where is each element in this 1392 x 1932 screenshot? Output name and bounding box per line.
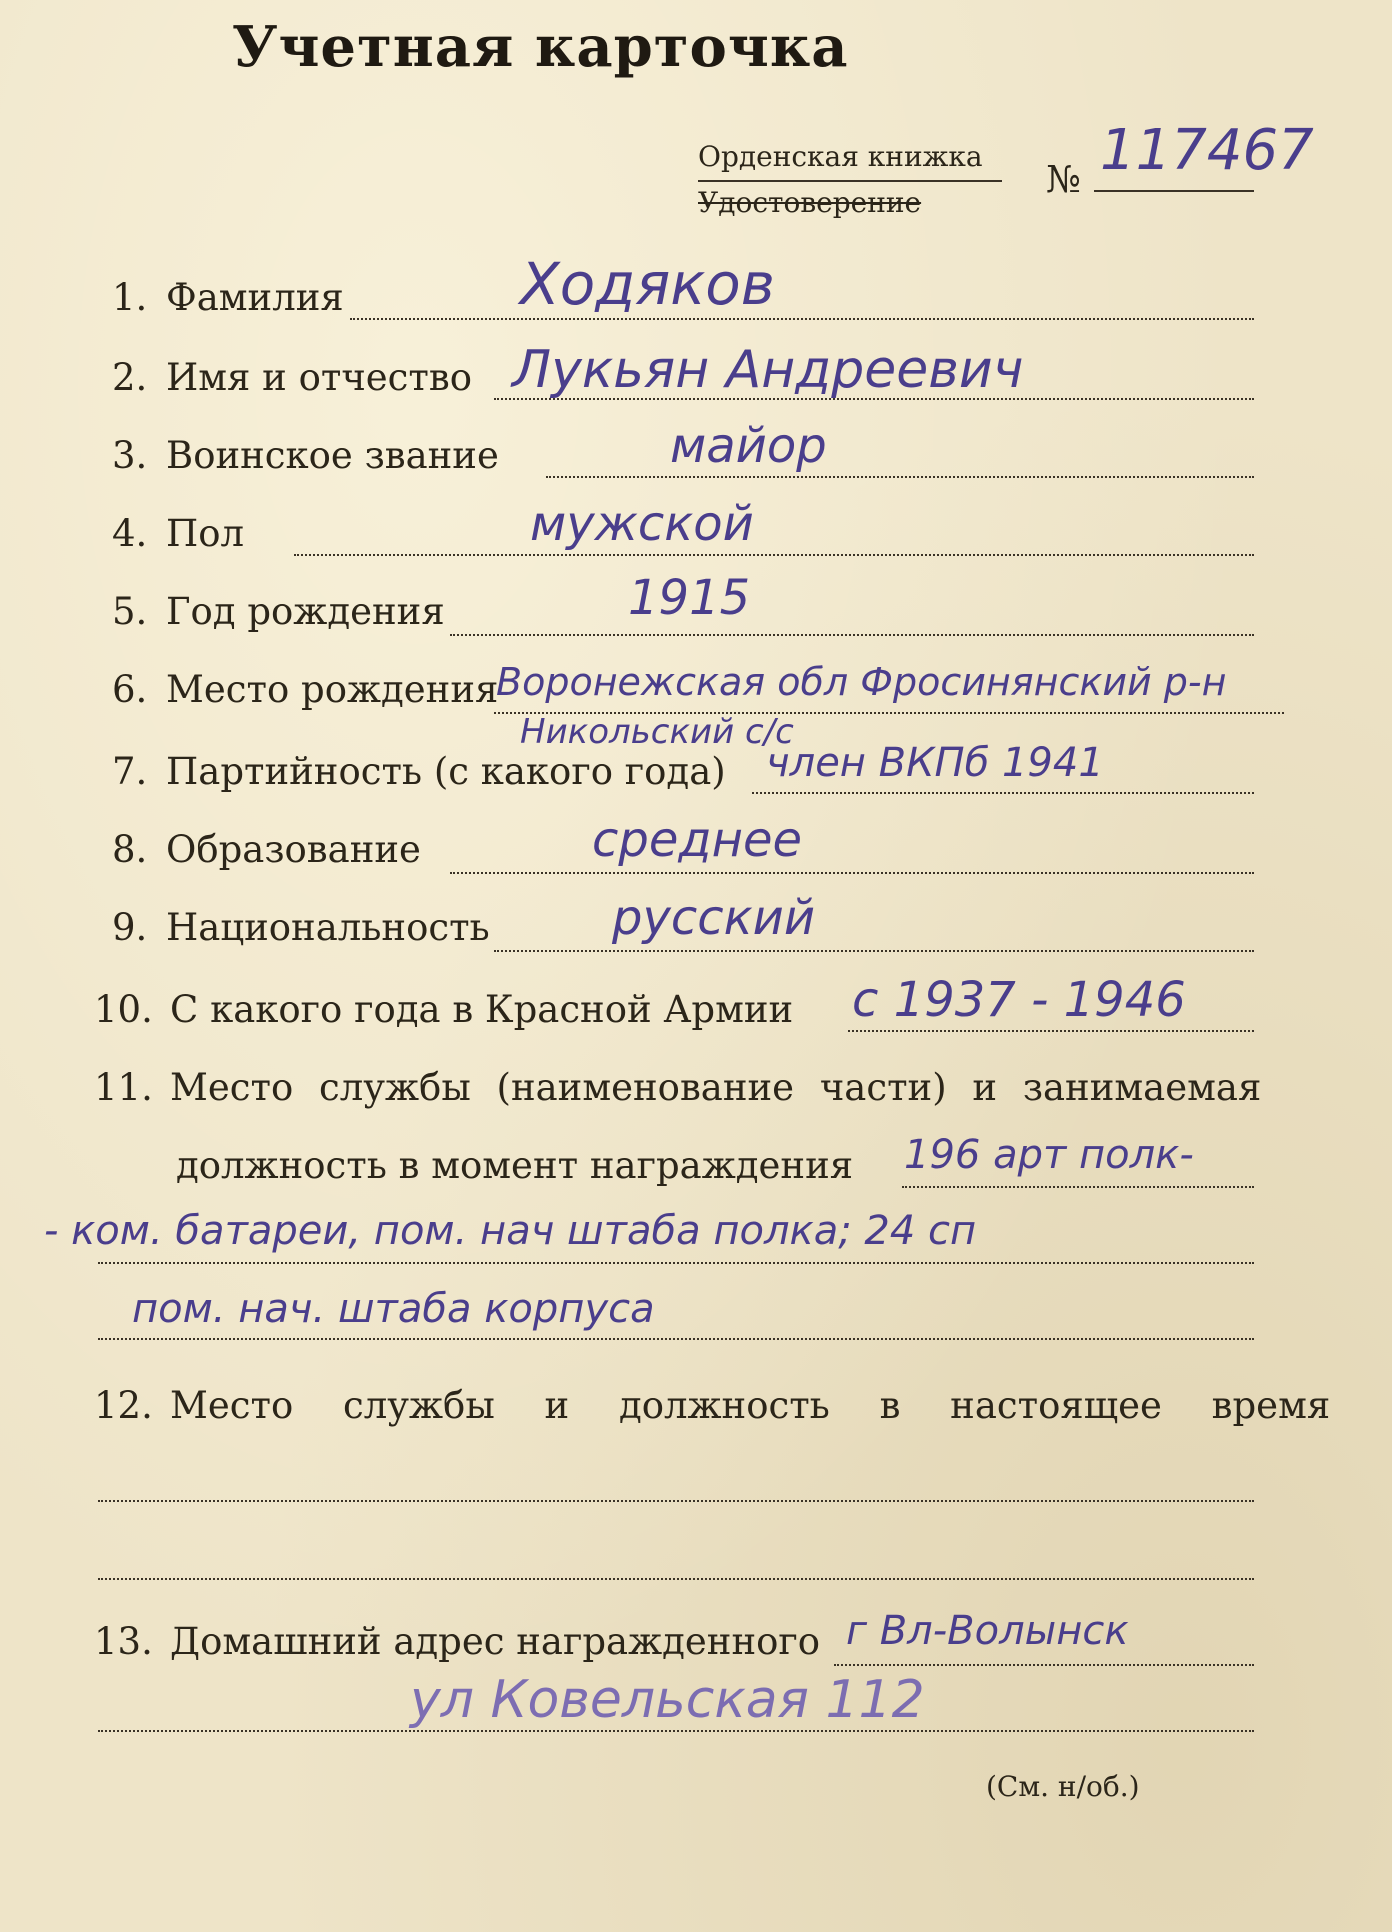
field-9-line (494, 950, 1254, 952)
field-10-line (848, 1030, 1254, 1032)
field-1-number: 1. (112, 276, 148, 319)
field-8-number: 8. (112, 828, 148, 871)
field-8-value: среднее (592, 812, 803, 868)
field-1-label: Фамилия (166, 276, 344, 319)
field-3-value: майор (670, 418, 827, 474)
field-10-value: с 1937 - 1946 (852, 972, 1186, 1028)
certificate-label: Удостоверение (698, 186, 922, 219)
field-5-line (450, 634, 1254, 636)
field-11-line-3 (98, 1338, 1254, 1340)
field-8-label: Образование (166, 828, 421, 871)
field-11-value: 196 арт полк- (904, 1132, 1194, 1178)
field-9-number: 9. (112, 906, 148, 949)
field-2-number: 2. (112, 356, 148, 399)
field-1-line (350, 318, 1254, 320)
field-11-value-line-3: пом. нач. штаба корпуса (132, 1286, 655, 1332)
field-6-value: Воронежская обл Фросинянский р-н (496, 660, 1227, 704)
field-2-value: Лукьян Андреевич (512, 340, 1024, 400)
field-7-value: член ВКПб 1941 (766, 740, 1104, 786)
field-3-label: Воинское звание (166, 434, 499, 477)
field-3-line (546, 476, 1254, 478)
field-12-number: 12. (94, 1384, 153, 1427)
field-12-label: Место службы и должность в настоящее время (170, 1384, 1331, 1427)
field-11-label-line-2: должность в момент награждения (176, 1144, 854, 1187)
field-4-label: Пол (166, 512, 245, 555)
field-13-line-1 (834, 1664, 1254, 1666)
field-1-value: Ходяков (520, 250, 775, 318)
field-6-number: 6. (112, 668, 148, 711)
field-6-value-line-2: Никольский с/с (520, 712, 794, 752)
order-book-number: 117467 (1100, 118, 1314, 183)
field-6-label: Место рождения (166, 668, 499, 711)
field-3-number: 3. (112, 434, 148, 477)
field-8-line (450, 872, 1254, 874)
field-10-number: 10. (94, 988, 153, 1031)
field-7-number: 7. (112, 750, 148, 793)
field-13-value-line-2: ул Ковельская 112 (410, 1670, 925, 1730)
field-4-number: 4. (112, 512, 148, 555)
field-10-label: С какого года в Красной Армии (170, 988, 794, 1031)
number-sign: № (1046, 158, 1082, 201)
field-4-value: мужской (530, 496, 754, 552)
header-divider (698, 180, 1002, 182)
field-7-line (752, 792, 1254, 794)
card-title: Учетная карточка (232, 14, 849, 80)
field-13-label: Домашний адрес награжденного (170, 1620, 821, 1663)
field-5-value: 1915 (628, 570, 751, 626)
field-7-label: Партийность (с какого года) (166, 750, 726, 793)
field-9-label: Национальность (166, 906, 490, 949)
see-reverse-note: (См. н/об.) (986, 1770, 1140, 1803)
number-underline (1094, 190, 1254, 192)
field-4-line (294, 554, 1254, 556)
field-12-line-1 (98, 1500, 1254, 1502)
order-book-label: Орденская книжка (698, 140, 983, 173)
field-11-line-2 (98, 1262, 1254, 1264)
field-5-number: 5. (112, 590, 148, 633)
field-2-label: Имя и отчество (166, 356, 472, 399)
field-9-value: русский (612, 890, 816, 946)
field-11-line-1 (902, 1186, 1254, 1188)
field-13-number: 13. (94, 1620, 153, 1663)
field-11-value-line-2: - ком. батареи, пом. нач штаба полка; 24 сп (44, 1208, 977, 1254)
field-12-line-2 (98, 1578, 1254, 1580)
field-11-number: 11. (94, 1066, 153, 1109)
field-13-value: г Вл-Волынск (846, 1608, 1129, 1654)
field-11-label: Место службы (наименование части) и занимаемая (170, 1066, 1262, 1109)
field-5-label: Год рождения (166, 590, 445, 633)
field-13-line-2 (98, 1730, 1254, 1732)
